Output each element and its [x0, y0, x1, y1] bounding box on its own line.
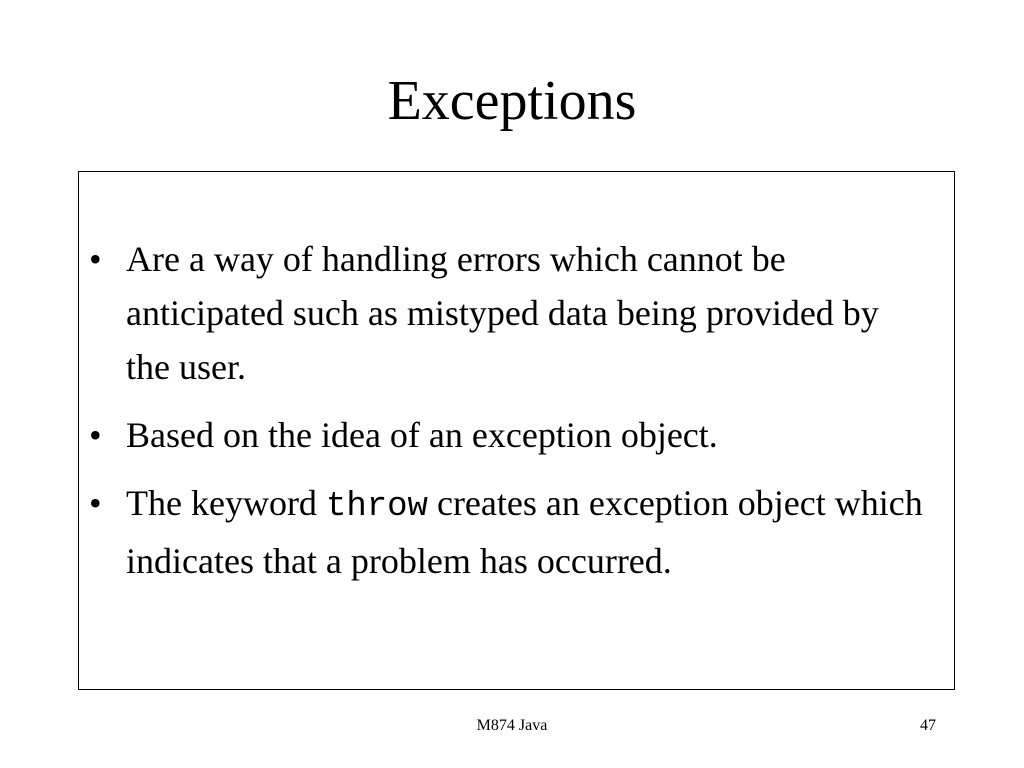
footer-course: M874 Java: [476, 717, 548, 734]
bullet-text-before: The keyword: [126, 483, 326, 523]
bullet-item: [89, 232, 924, 394]
bullet-list: [89, 232, 924, 602]
bullet-text: Based on the idea of an exception object.: [126, 415, 718, 455]
footer-page-number: 47: [920, 717, 936, 734]
code-keyword: throw: [325, 488, 428, 526]
content-box: [78, 171, 955, 690]
bullet-item: [89, 476, 924, 588]
bullet-item: [89, 408, 924, 462]
slide-title: Exceptions: [387, 70, 637, 132]
bullet-text-after: creates an exception object which indicates that a problem has occurred.: [126, 483, 923, 581]
bullet-marker: •: [89, 483, 102, 523]
bullet-marker: •: [89, 415, 102, 455]
bullet-text: Are a way of handling errors which cannot be anticipated such as mistyped data being provided by the user.: [126, 239, 879, 387]
bullet-marker: •: [89, 239, 102, 279]
